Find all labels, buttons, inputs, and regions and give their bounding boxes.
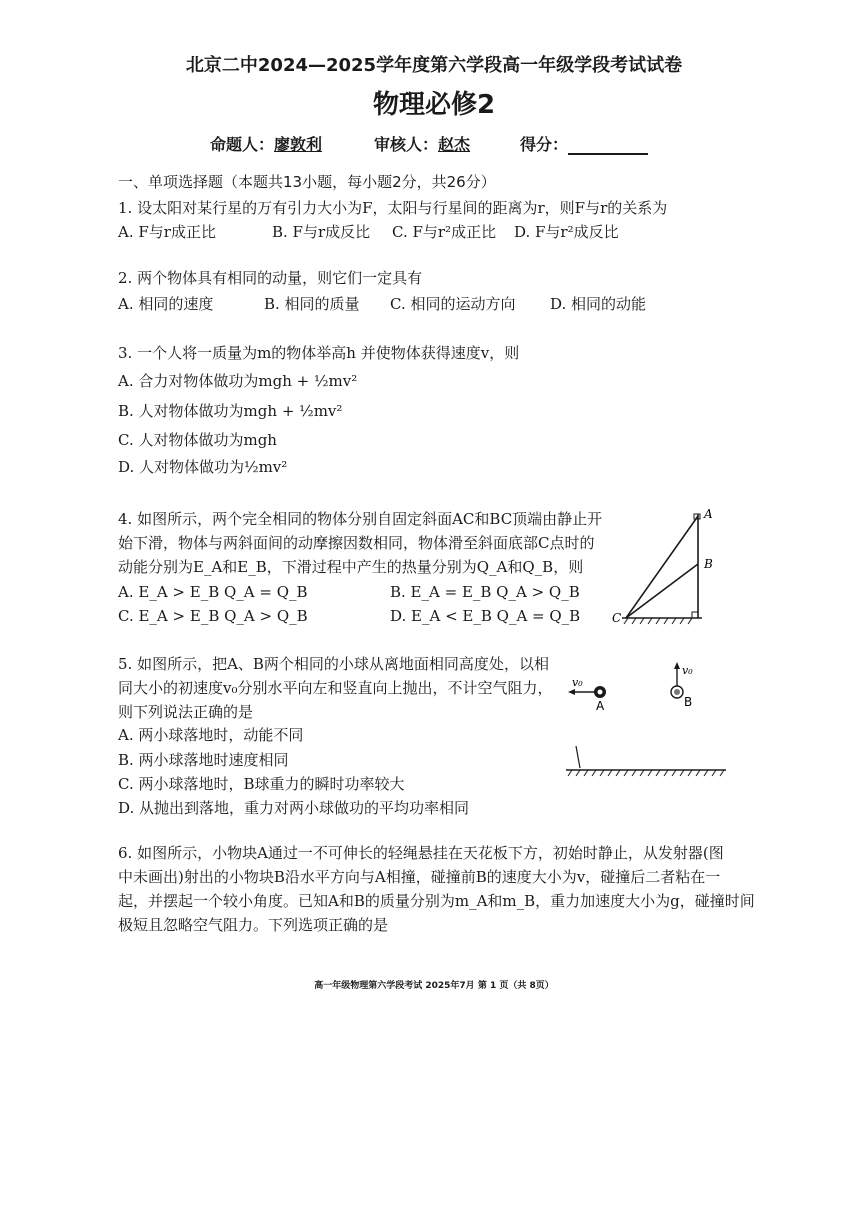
q5-option-b[interactable]: B. 两小球落地时速度相同 <box>118 751 289 769</box>
q5-option-c[interactable]: C. 两小球落地时，B球重力的瞬时功率较大 <box>118 775 405 793</box>
q4-option-d[interactable]: D. E_A < E_B Q_A = Q_B <box>390 607 581 625</box>
right-angle-mark <box>692 612 698 618</box>
page-footer: 高一年级物理第六学段考试 2025年7月 第 1 页（共 8页） <box>314 981 554 991</box>
incline-bc <box>626 564 698 618</box>
q6-line-1: 6. 如图所示，小物块A通过一不可伸长的轻绳悬挂在天花板下方，初始时静止，从发射器(图 <box>118 844 724 862</box>
label-ball-b: B <box>684 695 693 709</box>
q1-option-d[interactable]: D. F与r²成反比 <box>514 223 619 241</box>
q5-line-1: 5. 如图所示，把A、B两个相同的小球从离地面相同高度处，以相 <box>118 655 549 673</box>
q4-option-a[interactable]: A. E_A > E_B Q_A = Q_B <box>118 583 308 601</box>
exam-title: 北京二中2024—2025学年度第六学段高一年级学段考试试卷 <box>185 55 683 76</box>
score-blank[interactable] <box>568 137 648 155</box>
q6-line-2: 中未画出)射出的小物块B沿水平方向与A相撞，碰撞前B的速度大小为v，碰撞后二者粘在一 <box>118 868 721 886</box>
ground-hatch <box>624 618 692 624</box>
section-heading: 一、单项选择题（本题共13小题，每小题2分，共26分） <box>118 173 496 191</box>
fig-label-c: C <box>612 611 622 625</box>
q1-option-b[interactable]: B. F与r成反比 <box>272 223 371 241</box>
q4-option-b[interactable]: B. E_A = E_B Q_A > Q_B <box>390 583 580 601</box>
author-label: 命题人： <box>210 135 275 154</box>
q5-line-3: 则下列说法正确的是 <box>118 703 254 721</box>
arrowhead-v0-a <box>568 689 575 695</box>
label-v0-b: v₀ <box>682 664 693 677</box>
arrowhead-v0-b <box>674 662 680 669</box>
q1-option-c[interactable]: C. F与r²成正比 <box>392 223 497 241</box>
q5-line-2: 同大小的初速度v₀分别水平向左和竖直向上抛出，不计空气阻力， <box>118 679 553 697</box>
score-line <box>520 135 648 155</box>
q4-line-3: 动能分别为E_A和E_B，下滑过程中产生的热量分别为Q_A和Q_B，则 <box>118 558 584 576</box>
fig-label-b: B <box>704 557 713 571</box>
author-line <box>210 135 322 155</box>
q4-option-c[interactable]: C. E_A > E_B Q_A > Q_B <box>118 607 308 625</box>
label-v0-a: v₀ <box>572 676 583 689</box>
q5-option-a[interactable]: A. 两小球落地时，动能不同 <box>118 726 304 744</box>
q3-option-a[interactable]: A. 合力对物体做功为mgh + ½mv² <box>118 372 358 390</box>
q2-stem: 2. 两个物体具有相同的动量，则它们一定具有 <box>118 269 423 287</box>
label-ball-a: A <box>596 699 605 713</box>
q5-option-d[interactable]: D. 从抛出到落地，重力对两小球做功的平均功率相同 <box>118 799 470 817</box>
q3-stem: 3. 一个人将一质量为m的物体举高h 并使物体获得速度v，则 <box>118 344 520 362</box>
incline-ac <box>626 516 698 618</box>
q4-line-1: 4. 如图所示，两个完全相同的物体分别自固定斜面AC和BC顶端由静止开 <box>118 510 603 528</box>
q2-option-b[interactable]: B. 相同的质量 <box>264 295 360 313</box>
score-label: 得分： <box>520 135 569 154</box>
q1-option-a[interactable]: A. F与r成正比 <box>118 223 216 241</box>
reviewer-name: 赵杰 <box>438 135 471 154</box>
q3-option-d[interactable]: D. 人对物体做功为½mv² <box>118 458 288 476</box>
q3-option-b[interactable]: B. 人对物体做功为mgh + ½mv² <box>118 402 343 420</box>
q2-option-d[interactable]: D. 相同的动能 <box>550 295 647 313</box>
q2-option-a[interactable]: A. 相同的速度 <box>118 295 214 313</box>
q4-incline-figure <box>606 504 726 632</box>
q6-line-3: 起，并摆起一个较小角度。已知A和B的质量分别为m_A和m_B，重力加速度大小为g，碰撞时间 <box>118 892 755 910</box>
fig-label-a: A <box>704 507 713 521</box>
q3-option-c[interactable]: C. 人对物体做功为mgh <box>118 431 277 449</box>
reviewer-label: 审核人： <box>374 135 439 154</box>
tick-mark <box>576 746 580 768</box>
reviewer-line <box>374 135 470 155</box>
q6-line-4: 极短且忽略空气阻力。下列选项正确的是 <box>118 916 389 934</box>
q5-ground-hatch <box>568 770 724 776</box>
author-name: 廖敦利 <box>274 135 323 154</box>
q5-projectile-figure <box>560 660 730 782</box>
q2-option-c[interactable]: C. 相同的运动方向 <box>390 295 516 313</box>
subject-title: 物理必修2 <box>372 90 496 120</box>
q4-line-2: 始下滑，物体与两斜面间的动摩擦因数相同，物体滑至斜面底部C点时的 <box>118 534 595 552</box>
q1-stem: 1. 设太阳对某行星的万有引力大小为F，太阳与行星间的距离为r，则F与r的关系为 <box>118 199 668 217</box>
